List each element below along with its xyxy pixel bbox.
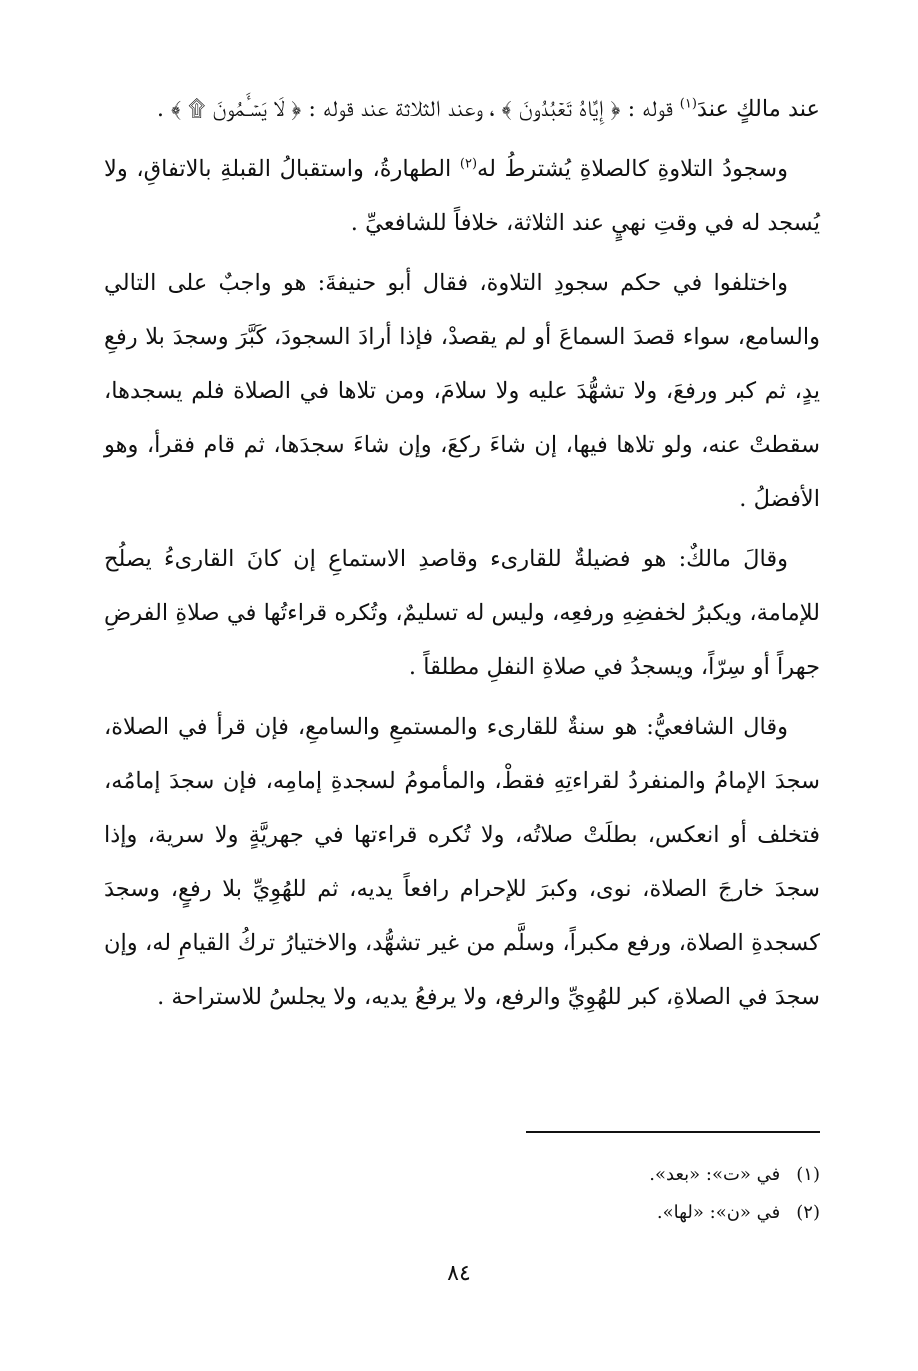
footnote-1 (320, 1156, 820, 1194)
footnote-ref-1: (١) (679, 96, 697, 112)
footnotes (320, 1156, 820, 1232)
paragraph-3 (104, 256, 820, 526)
paragraph-1 (104, 82, 820, 136)
paragraph-3-text: واختلفوا في حكم سجودِ التلاوة، فقال أبو حنيفةَ: هو واجبٌ على التالي والسامع، سواء قصدَ السماعَ أو لم يقصدْ، فإذا أرادَ السجودَ، كَبَّرَ وسجدَ بلا رفعِ يدٍ، ثم كبر ورفعَ، ولا تشهُّدَ عليه ولا سلامَ، ومن تلاها في الصلاة فلم يسجدها، سقطتْ عنه، ولو تلاها فيها، إن شاءَ ركعَ، وإن شاءَ سجدَها، ثم قام فقرأ، وهو الأفضلُ . (104, 270, 820, 512)
paragraph-2 (104, 142, 820, 250)
paragraph-1-text: عند مالكٍ عندَ (696, 96, 820, 122)
footnote-2-text: في «ن»: «لها». (656, 1202, 781, 1223)
footnote-divider (526, 1131, 820, 1133)
paragraph-2-text: وسجودُ التلاوةِ كالصلاةِ يُشترطُ له (477, 156, 788, 182)
footnote-2 (320, 1194, 820, 1232)
footnote-1-text: في «ت»: «بعد». (649, 1164, 781, 1185)
paragraph-4-text: وقالَ مالكٌ: هو فضيلةٌ للقارىء وقاصدِ الاستماعِ إن كانَ القارىءُ يصلُح للإمامة، ويكبرُ لخفضِهِ ورفعِه، وليس له تسليمٌ، وتُكره قراءتُها في صلاةِ الفرضِ جهراً أو سِرّاً، ويسجدُ في صلاةِ النفلِ مطلقاً . (104, 546, 820, 680)
paragraph-4 (104, 532, 820, 694)
paragraph-2-text-cont: الطهارةُ، واستقبالُ القبلةِ بالاتفاقِ، ولا يُسجد له في وقتِ نهيٍ عند الثلاثة، خلافاً للشافعيِّ . (104, 156, 820, 236)
footnote-1-number: (١) (796, 1164, 820, 1185)
paragraph-1-text-cont: قوله : ﴿ إِيَّاهُ تَعۡبُدُونَ ﴾ ، وعند الثلاثة عند قوله : ﴿ لَا يَسۡـَٔمُونَ ۩ ﴾ . (156, 96, 680, 122)
page-number: ٨٤ (447, 1261, 471, 1286)
main-text (104, 82, 820, 1030)
paragraph-5-text: وقال الشافعيُّ: هو سنةٌ للقارىء والمستمعِ والسامعِ، فإن قرأ في الصلاة، سجدَ الإمامُ والمنفردُ لقراءتِهِ فقطْ، والمأمومُ لسجدةِ إمامِه، فإن سجدَ إمامُه، فتخلف أو انعكس، بطلَتْ صلاتُه، ولا تُكره قراءتها في جهريَّةٍ ولا سرية، وإذا سجدَ خارجَ الصلاة، نوى، وكبرَ للإحرام رافعاً يديه، ثم للهُوِيِّ بلا رفعٍ، وسجدَ كسجدةِ الصلاة، ورفع مكبراً، وسلَّم من غير تشهُّد، والاختيارُ تركُ القيامِ له، وإن سجدَ في الصلاةِ، كبر للهُوِيِّ والرفع، ولا يرفعُ يديه، ولا يجلسُ للاستراحة . (104, 714, 820, 1010)
footnote-ref-2: (٢) (459, 156, 478, 172)
paragraph-5 (104, 700, 820, 1024)
footnote-2-number: (٢) (796, 1202, 820, 1223)
